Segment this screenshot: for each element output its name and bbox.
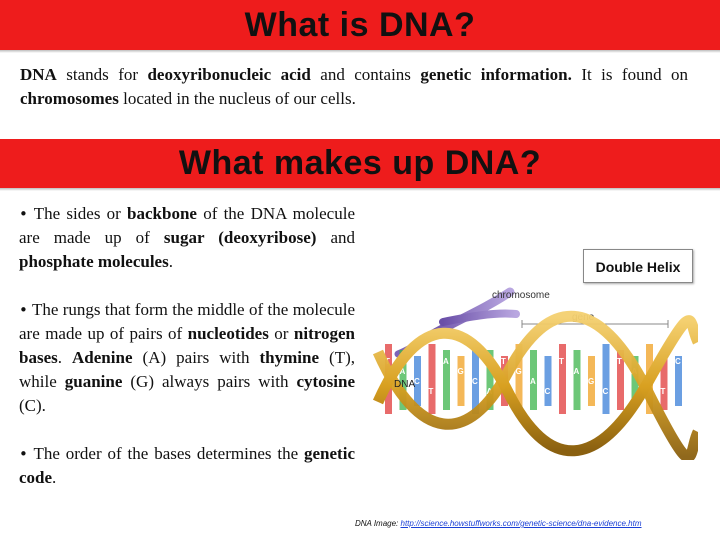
text-run: (C).: [19, 396, 46, 415]
base-pair-rung: [574, 350, 581, 410]
base-letter: T: [660, 387, 666, 396]
dna-illustration: [358, 282, 698, 460]
text-run: .: [57, 348, 73, 367]
banner-shadow: [0, 188, 720, 191]
dna-label: DNA: [394, 379, 416, 390]
base-letter: A: [399, 367, 406, 376]
base-letter: A: [530, 377, 536, 386]
text-run: (G) always pairs with: [122, 372, 297, 391]
base-pair-rung: [458, 356, 465, 406]
base-pair-rung: [603, 344, 610, 414]
bold-term: chromosomes: [20, 89, 119, 108]
text-run: or: [268, 324, 294, 343]
base-letter: C: [602, 387, 609, 396]
bold-term: thymine: [259, 348, 320, 367]
text-run: and contains: [310, 65, 421, 84]
base-letter: G: [588, 377, 595, 386]
bold-term: phosphate molecules: [19, 252, 169, 271]
credit-link[interactable]: http://science.howstuffworks.com/genetic-science/dna-evidence.htm: [400, 519, 642, 528]
text-run: It is found on: [571, 65, 688, 84]
base-letter: A: [631, 367, 638, 376]
title-banner: [0, 0, 720, 50]
base-pair-rung: [559, 344, 566, 414]
text-run: and: [316, 228, 356, 247]
bold-term: deoxyribonucleic acid: [147, 65, 311, 84]
section-title: What makes up DNA?: [178, 144, 542, 182]
bold-term: nitrogen bases: [19, 324, 355, 367]
base-letter: G: [457, 367, 464, 376]
text-run: .: [52, 468, 57, 487]
bold-term: DNA: [20, 65, 57, 84]
text-run: The rungs that form the middle of the molecule are made up of pairs of: [19, 300, 355, 343]
section-banner: [0, 139, 720, 188]
bullet-item: [19, 202, 355, 274]
gene-label: gene: [572, 312, 595, 323]
bold-term: genetic code: [19, 444, 355, 487]
bold-term: genetic information.: [420, 65, 572, 84]
base-letter: C: [544, 387, 551, 396]
base-letter: C: [675, 357, 681, 366]
text-run: .: [168, 252, 173, 271]
base-letter: A: [486, 387, 493, 396]
bullet-icon: •: [19, 205, 28, 223]
intro-paragraph: [20, 63, 688, 111]
bullet-list: [19, 202, 355, 514]
base-letter: T: [501, 357, 506, 366]
base-letter: A: [573, 367, 580, 376]
base-letter: T: [617, 357, 622, 366]
text-run: located in the nucleus of our cells.: [118, 89, 356, 108]
bold-term: nucleotides: [187, 324, 269, 343]
bullet-icon: •: [19, 445, 28, 463]
base-letter: A: [443, 357, 449, 366]
text-run: (T), while: [19, 348, 356, 391]
base-letter: G: [515, 367, 522, 376]
chromosome-arm: [443, 314, 516, 322]
text-run: The order of the bases determines the: [33, 444, 305, 463]
bullet-item: [19, 442, 355, 490]
base-letter: T: [559, 357, 564, 366]
base-letter: G: [646, 377, 653, 386]
bold-term: sugar (deoxyribose): [163, 228, 317, 247]
text-run: (A) pairs with: [132, 348, 260, 367]
banner-shadow: [0, 50, 720, 53]
page-title: What is DNA?: [244, 6, 476, 44]
bold-term: backbone: [127, 204, 197, 223]
text-run: of the DNA molecule are made up of: [19, 204, 355, 247]
bold-term: Adenine: [72, 348, 133, 367]
double-helix-callout: Double Helix: [583, 249, 693, 283]
base-pair-rung: [545, 356, 552, 406]
base-letter: C: [414, 377, 420, 386]
base-letter: T: [385, 357, 390, 366]
text-run: stands for: [56, 65, 148, 84]
bold-term: cytosine: [296, 372, 355, 391]
bullet-icon: •: [19, 301, 28, 319]
credit-prefix: DNA Image:: [355, 519, 401, 528]
text-run: The sides or: [33, 204, 128, 223]
chromosome-label: chromosome: [492, 290, 550, 301]
image-credit: [355, 519, 717, 528]
base-pair-rung: [429, 344, 436, 414]
base-letter: T: [428, 387, 434, 396]
bold-term: guanine: [64, 372, 123, 391]
bullet-item: [19, 298, 355, 418]
base-letter: C: [472, 377, 478, 386]
